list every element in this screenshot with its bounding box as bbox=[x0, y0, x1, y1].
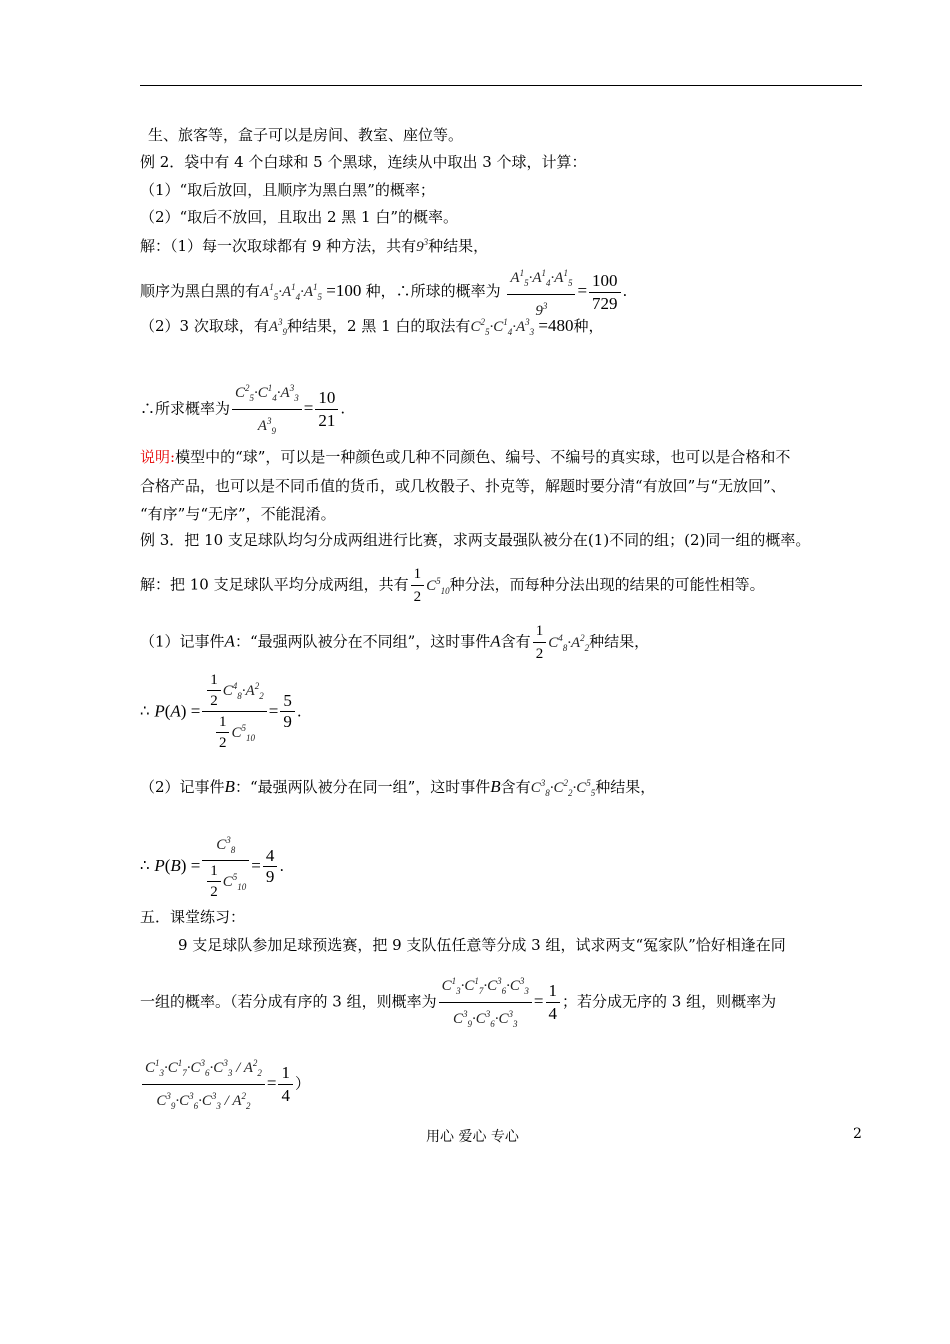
text: 顺序为黑白黑的有 bbox=[140, 282, 261, 300]
formula: = bbox=[268, 701, 279, 721]
fraction: $\frac{4}{9}$ bbox=[263, 846, 278, 887]
example-2-part2: （2）“取后不放回，且取出 2 黑 1 白”的概率。 bbox=[140, 208, 459, 226]
note-line-1 bbox=[140, 447, 790, 467]
formula: = bbox=[251, 856, 261, 875]
formula: B bbox=[170, 856, 181, 875]
formula: B bbox=[490, 777, 501, 796]
formula: A bbox=[490, 631, 501, 651]
formula: ( bbox=[164, 856, 171, 875]
fraction: $\frac{10}{21}$ bbox=[315, 387, 338, 432]
text: 种， bbox=[573, 317, 604, 335]
fraction: $\frac{C^2_5\cdot C^1_4\cdot A^3_3}{A^3_9}$ bbox=[232, 377, 302, 442]
fraction: $\frac{1}{2}$ bbox=[411, 563, 425, 608]
formula: $C^3_8\cdot C^2_2\cdot C^5_5$ bbox=[530, 778, 596, 798]
fraction: $\frac{A^1_5\cdot A^1_4\cdot A^1_5}{9^3}$ bbox=[507, 262, 575, 322]
formula: = bbox=[303, 398, 314, 418]
note-line-2: 合格产品，也可以是不同币值的货币，或几枚骰子、扑克等，解题时要分清“有放回”与“无放回”、 bbox=[140, 477, 786, 495]
text: 一组的概率。（若分成有序的 3 组，则概率为 bbox=[140, 992, 437, 1011]
fraction: $C^3_8$ $\frac{1}{2}$ $C^5_{10}$ bbox=[202, 830, 249, 902]
solution-line-4: ∴所求概率为 $\frac{C^2_5\cdot C^1_4\cdot A^3_3}{A^3_9}$ = $\frac{10}{21}$ . bbox=[140, 377, 345, 442]
text: 种结果， bbox=[428, 237, 489, 255]
fraction: $\frac{C^1_3\cdot C^1_7\cdot C^3_6\cdot C^3_3 / A^2_2}{C^3_9\cdot C^3_6\cdot C^3_3 / A^2_2}$ bbox=[142, 1052, 265, 1117]
text: 种分法，而每种分法出现的结果的可能性相等。 bbox=[449, 575, 765, 594]
text: 模型中的“球”，可以是一种颜色或几种不同颜色、编号、不编号的真实球，也可以是合格和不 bbox=[175, 448, 791, 466]
text: 解：（1）每一次取球都有 9 种方法，共有 bbox=[140, 237, 417, 255]
formula: A bbox=[224, 631, 235, 651]
formula: = bbox=[266, 1073, 277, 1093]
text: ∴所求概率为 bbox=[140, 399, 231, 418]
formula: ) = bbox=[180, 701, 201, 721]
note-line-3: “有序”与“无序”，不能混淆。 bbox=[140, 505, 336, 523]
solution-3-line bbox=[140, 563, 765, 608]
formula: =100 bbox=[322, 281, 366, 300]
formula: ) = bbox=[180, 856, 201, 875]
text: 种结果， bbox=[595, 778, 656, 796]
text: 含有 bbox=[500, 778, 531, 796]
formula: $9^3$ bbox=[416, 237, 429, 255]
formula: = bbox=[533, 991, 544, 1011]
formula: $C^4_8\cdot A^2_2$ bbox=[548, 632, 590, 653]
text: （2）记事件 bbox=[140, 778, 225, 796]
fraction: $\frac{C^1_3\cdot C^1_7\cdot C^3_6\cdot C^3_3}{C^3_9\cdot C^3_6\cdot C^3_3}$ bbox=[439, 970, 532, 1035]
text: ∴ bbox=[140, 701, 150, 720]
example-2-heading: 例 2．袋中有 4 个白球和 5 个黑球，连续从中取出 3 个球，计算： bbox=[140, 153, 587, 171]
exercise-line-1: 9 支足球队参加足球预选赛，把 9 支队伍任意等分成 3 组，试求两支“冤家队”恰好相逢在同 bbox=[178, 936, 786, 954]
note-label: 说明: bbox=[140, 448, 176, 466]
text: ） bbox=[294, 1074, 310, 1093]
formula: $A^3_9$ bbox=[268, 317, 288, 337]
fraction: $\frac{1}{4}$ bbox=[546, 980, 561, 1025]
part-1-line bbox=[140, 620, 649, 665]
fraction: $\frac{1}{2}$ $C^4_8\cdot A^2_2$ $\frac{1}{2}$ $C^5_{10}$ bbox=[202, 670, 266, 753]
fraction: $\frac{5}{9}$ bbox=[280, 691, 295, 732]
text: 含有 bbox=[500, 632, 531, 651]
example-3-heading: 例 3．把 10 支足球队均匀分成两组进行比赛，求两支最强队被分在(1)不同的组；(2)同一组的概率。 bbox=[140, 531, 811, 549]
fraction: $\frac{1}{2}$ bbox=[533, 620, 547, 665]
formula: ( bbox=[164, 701, 171, 721]
solution-line-1 bbox=[140, 232, 488, 257]
formula: $A^1_5\cdot A^1_4\cdot A^1_5$ bbox=[260, 282, 323, 302]
footer-slogan: 用心 爱心 专心 bbox=[426, 1129, 519, 1145]
formula: P bbox=[154, 701, 165, 721]
formula-P-B: ∴ P(B) = $C^3_8$ $\frac{1}{2}$ $C^5_{10}$ = $\frac{4}{9}$ . bbox=[140, 830, 284, 902]
formula: = bbox=[577, 281, 588, 300]
fraction: $\frac{1}{4}$ bbox=[278, 1062, 293, 1107]
solution-line-3 bbox=[140, 312, 604, 342]
text: ；若分成无序的 3 组，则概率为 bbox=[562, 992, 777, 1011]
text-line: 生、旅客等，盒子可以是房间、教室、座位等。 bbox=[148, 126, 464, 144]
text: （2）3 次取球，有 bbox=[140, 317, 269, 335]
page-number: 2 bbox=[853, 1126, 862, 1142]
formula: $C^5_{10}$ bbox=[426, 575, 450, 596]
text: ：“最强两队被分在不同组”，这时事件 bbox=[234, 632, 491, 651]
text: ：“最强两队被分在同一组”，这时事件 bbox=[234, 778, 491, 796]
solution-line-2: 顺序为黑白黑的有$A^1_5\cdot A^1_4\cdot A^1_5 =100$ 种，∴所球的概率为 $\frac{A^1_5\cdot A^1_4\cdot A^1_5}{9^3}$ = $\frac{100}{729}$ . bbox=[140, 262, 627, 322]
text: 种，∴所球的概率为 bbox=[365, 282, 501, 300]
exercise-line-3 bbox=[140, 1052, 310, 1117]
formula: =480 bbox=[534, 316, 574, 335]
text: （1）记事件 bbox=[140, 632, 225, 651]
formula: P bbox=[154, 856, 165, 875]
fraction: $\frac{100}{729}$ bbox=[589, 270, 621, 315]
section-5-heading: 五．课堂练习： bbox=[140, 908, 246, 926]
part-2-line bbox=[140, 772, 655, 804]
exercise-line-2 bbox=[140, 970, 776, 1035]
header-rule bbox=[140, 85, 862, 86]
text: 种结果，2 黑 1 白的取法有 bbox=[287, 317, 471, 335]
text: ∴ bbox=[140, 856, 150, 874]
text: 解：把 10 支足球队平均分成两组，共有 bbox=[140, 575, 409, 594]
formula: B bbox=[224, 777, 235, 796]
formula: A bbox=[170, 701, 181, 721]
formula-P-A: ∴ P(A) = $\frac{1}{2}$ $C^4_8\cdot A^2_2$ $\frac{1}{2}$ $C^5_{10}$ = $\frac{5}{9}$ . bbox=[140, 672, 302, 751]
formula: $C^2_5\cdot C^1_4\cdot A^3_3$ bbox=[470, 317, 535, 337]
text: 种结果， bbox=[589, 632, 650, 651]
example-2-part1: （1）“取后放回，且顺序为黑白黑”的概率； bbox=[140, 181, 435, 199]
